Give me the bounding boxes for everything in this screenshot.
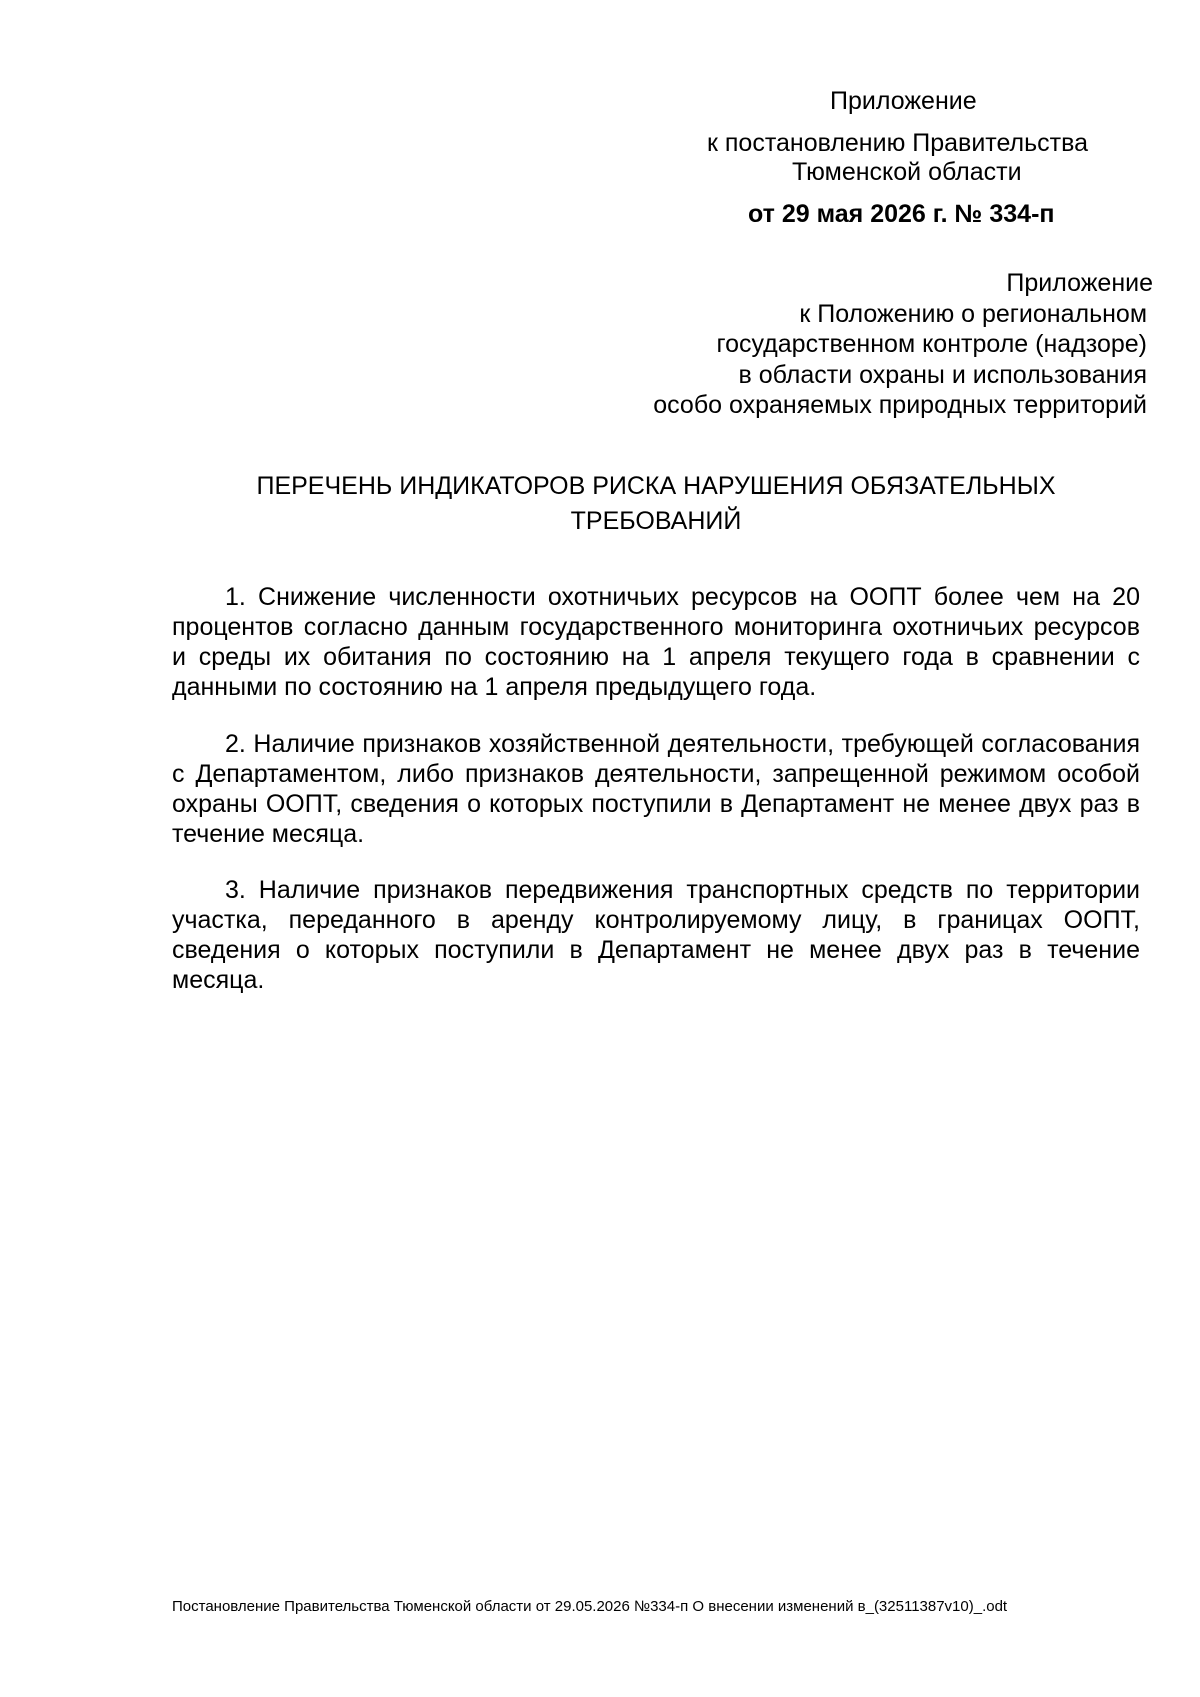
sub-appendix-title: Приложение: [1006, 269, 1153, 297]
appendix-reference-line-1: к постановлению Правительства: [707, 129, 1089, 157]
appendix-date-number: от 29 мая 2026 г. № 334-п: [748, 200, 1055, 228]
document-title-line-2: ТРЕБОВАНИЙ: [570, 507, 742, 535]
risk-indicator-item-1: 1. Снижение численности охотничьих ресурсов на ООПТ более чем на 20 процентов согласно данным государственного мониторинга охотничьих ресурсов и среды их обитания по состоянию на 1 апреля текущего года в сравнении с данными по состоянию на 1 апреля предыдущего года.: [172, 583, 1140, 701]
appendix-title: Приложение: [830, 87, 977, 115]
page-footer: Постановление Правительства Тюменской области от 29.05.2026 №334-п О внесении изменений в_(32511387v10)_.odt: [172, 1598, 1008, 1615]
risk-indicator-item-3: 3. Наличие признаков передвижения транспортных средств по территории участка, переданного в аренду контролируемому лицу, в границах ООПТ, сведения о которых поступили в Департамент не менее двух раз в течение месяца.: [172, 876, 1140, 994]
sub-appendix-line: государственном контроле (надзоре): [716, 330, 1147, 358]
sub-appendix-line: особо охраняемых природных территорий: [653, 391, 1147, 419]
sub-appendix-line: к Положению о региональном: [799, 299, 1147, 328]
document-title: [172, 469, 1140, 539]
sub-appendix-block: [653, 268, 1153, 421]
risk-indicator-item-2: 2. Наличие признаков хозяйственной деятельности, требующей согласования с Департаментом, либо признаков деятельности, запрещенной режимом особой охраны ООПТ, сведения о которых поступили в Департамент не менее двух раз в течение месяца.: [172, 730, 1140, 848]
sub-appendix-line: в области охраны и использования: [738, 360, 1147, 389]
document-title-line-1: ПЕРЕЧЕНЬ ИНДИКАТОРОВ РИСКА НАРУШЕНИЯ ОБЯЗАТЕЛЬНЫХ: [256, 472, 1056, 500]
appendix-reference-line-2: Тюменской области: [792, 158, 1022, 186]
